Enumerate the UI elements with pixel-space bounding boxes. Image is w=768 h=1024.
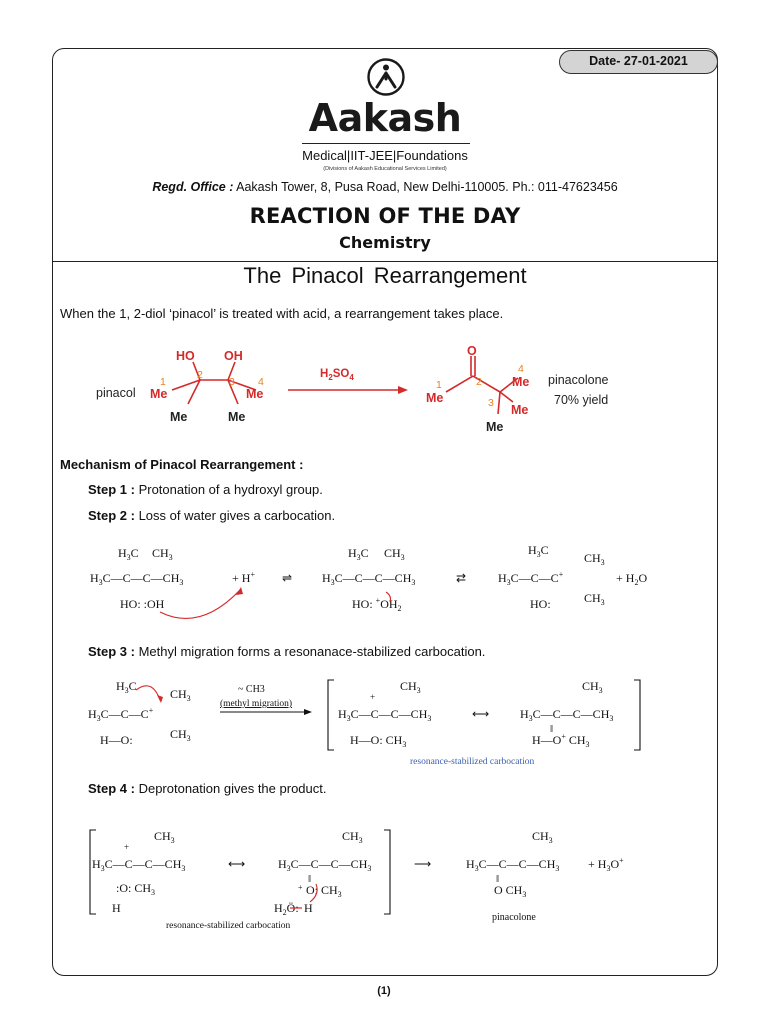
date-badge: Date- 27-01-2021 [559,50,718,74]
svg-text:‖: ‖ [550,723,554,735]
reactant-name: pinacol [96,386,136,400]
brand-subtagline: (Divisions of Aakash Educational Services Limited) [323,166,447,172]
svg-text:‖: ‖ [496,873,500,885]
svg-text:2: 2 [197,369,203,381]
svg-text:O: CH3: O: $CH_3$ [306,883,342,899]
svg-text:Me: Me [246,387,264,401]
svg-text:⟷: ⟷ [472,707,490,721]
svg-text:H3C—C—C—CH3: $H_3C—C—C—CH_3$ [338,707,432,723]
svg-text:H3C: $H_3C$ [528,543,549,559]
svg-text:HO: +OH2: HO: $^+OH_2$ [352,596,402,613]
step-4-scheme [88,822,648,932]
banner-title: REACTION OF THE DAY [249,204,521,228]
page-title: The Pinacol Rearrangement [243,263,527,288]
svg-text:H3C—C—C+: $H_3C—C—C^+$ [498,570,564,587]
svg-text:CH3: $CH_3$ [584,591,605,607]
intro-text: When the 1, 2-diol ‘pinacol’ is treated with acid, a rearrangement takes place. [60,306,504,321]
svg-text:+: + [370,692,376,702]
overall-reaction-scheme [88,340,618,435]
svg-text:CH3: $CH_3$ [154,829,175,845]
svg-text:H3C: $H_3C$ [116,679,137,695]
step-2: Step 2 : Loss of water gives a carbocation. [88,508,336,523]
svg-text:+: + [124,842,130,852]
header-divider [52,261,718,262]
svg-text:+ H2O: + $H_2O$ [616,571,648,587]
svg-text:CH3: $CH_3$ [582,679,603,695]
resonance-label-3: resonance-stabilized carbocation [410,757,535,767]
svg-text:Me: Me [426,391,444,405]
svg-text:4: 4 [518,363,524,375]
product-name: pinacolone [548,373,609,387]
svg-text:HO: HO [176,349,195,363]
step-1: Step 1 : Protonation of a hydroxyl group. [88,482,323,497]
svg-text:O: O [467,344,477,358]
svg-text:2: 2 [476,376,482,388]
svg-text:CH3: $CH_3$ [400,679,421,695]
svg-text:+: + [298,883,303,892]
resonance-label-4: resonance-stabilized carbocation [166,921,291,931]
svg-text:+ H+: + H+ [232,570,255,585]
svg-text:H2Ö:: $H_2Ö$: [274,901,299,917]
svg-text:Me: Me [486,420,504,434]
svg-text:3: 3 [488,397,494,409]
svg-text:3: 3 [229,376,235,388]
product-yield: 70% yield [554,393,609,407]
brand-divider [302,143,470,144]
svg-text:H3C: $H_3C$ [348,546,369,562]
svg-text:H: H [304,901,313,915]
svg-text:H3C—C—C—CH3: $H_3C—C—C—CH_3$ [322,571,416,587]
mechanism-heading: Mechanism of Pinacol Rearrangement : [60,457,304,472]
reagent-label: $H_2SO_4$ [320,368,354,382]
svg-text:4: 4 [258,376,264,388]
svg-text:H3C—C—C—CH3: $H_3C—C—C—CH_3$ [92,857,186,873]
svg-text:H—O: CH3: H—O: $CH_3$ [350,733,407,749]
brand-name: Aakash [308,96,462,140]
svg-text::O: CH3: :O: $CH_3$ [116,881,156,897]
migration-label: ~ CH3 [238,684,265,695]
svg-text:Me: Me [511,403,529,417]
svg-text:HO:: HO: [530,597,551,611]
svg-text:H3C—C—C—CH3: $H_3C—C—C—CH_3$ [278,857,372,873]
svg-text:CH3: $CH_3$ [170,687,191,703]
svg-text:OH: OH [224,349,243,363]
svg-text:Me: Me [512,375,530,389]
svg-text:+ H3O+: + $H_3O^+$ [588,856,624,873]
svg-text:⟶: ⟶ [414,857,432,871]
migration-sublabel: (methyl migration) [220,699,293,709]
svg-text:H3C—C—C—CH3: $H_3C—C—C—CH_3$ [520,707,614,723]
svg-text:Me: Me [170,410,188,424]
svg-text:⇄: ⇄ [456,571,467,585]
regd-address: Aakash Tower, 8, Pusa Road, New Delhi-110005. Ph.: 011-47623456 [233,180,618,194]
svg-text:1: 1 [436,379,442,391]
svg-text:H3C—C—C—CH3: $H_3C—C—C—CH_3$ [90,571,184,587]
svg-text:⇌: ⇌ [282,571,293,585]
svg-text:H3C: $H_3C$ [118,546,139,562]
svg-text:CH3: $CH_3$ [170,727,191,743]
svg-text:H3C—C—C+: $H_3C—C—C^+$ [88,706,154,723]
product-label-4: pinacolone [492,912,536,923]
svg-text:1: 1 [160,376,166,388]
step-2-scheme [90,540,670,630]
svg-text:H—O:: H—O: [100,733,133,747]
svg-text:CH3: $CH_3$ [152,546,173,562]
svg-text:⟷: ⟷ [228,857,246,871]
regd-label: Regd. Office : [152,180,234,194]
page-number: (1) [377,985,391,997]
svg-text:HO: :OH: HO: :OH [120,597,165,611]
step-4: Step 4 : Deprotonation gives the product. [88,781,327,796]
svg-text:Me: Me [228,410,246,424]
svg-text:O CH3: O $CH_3$ [494,883,527,899]
subject-title: Chemistry [339,233,431,252]
step-3-scheme [88,676,648,772]
svg-text:CH3: $CH_3$ [532,829,553,845]
svg-text:CH3: $CH_3$ [342,829,363,845]
svg-text:H3C—C—C—CH3: $H_3C—C—C—CH_3$ [466,857,560,873]
svg-text:Me: Me [150,387,168,401]
registered-office [52,180,718,194]
svg-text:H—O+ CH3: H—O+ $CH_3$ [532,732,590,749]
svg-text:CH3: $CH_3$ [384,546,405,562]
brand-tagline: Medical|IIT-JEE|Foundations [302,148,468,163]
step-3: Step 3 : Methyl migration forms a resonanace-stabilized carbocation. [88,644,486,659]
aakash-logo-icon [366,57,406,97]
svg-text:CH3: $CH_3$ [584,551,605,567]
svg-text:‖: ‖ [308,873,312,885]
svg-text:H: H [112,901,121,915]
